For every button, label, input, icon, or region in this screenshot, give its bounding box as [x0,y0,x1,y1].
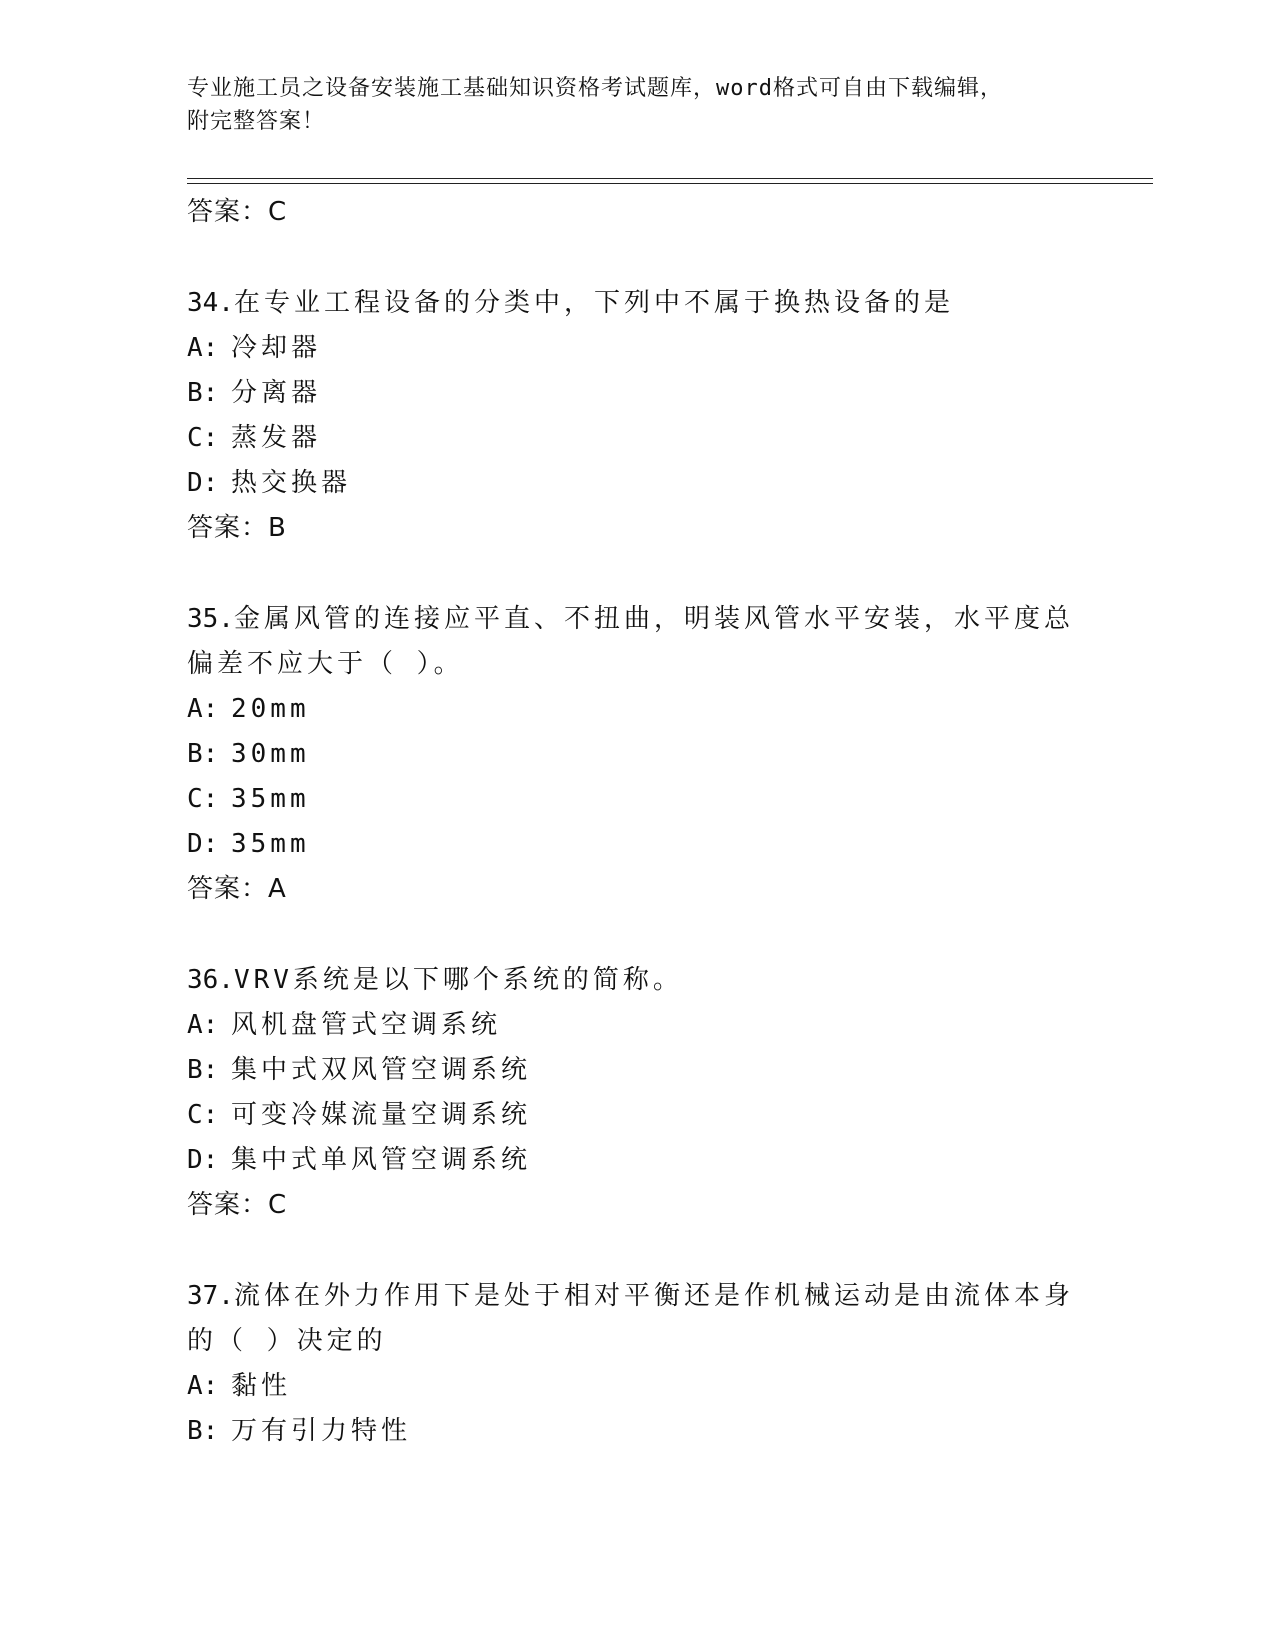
question-37 [187,1274,1087,1364]
option-b [187,1409,1087,1454]
question-text: VRV系统是以下哪个系统的简称。 [233,965,683,995]
option-key: C: [187,1100,219,1130]
option-a [187,326,1087,371]
question-35 [187,597,1087,687]
spacer [187,551,1087,597]
question-number: 36. [187,965,234,995]
option-text: 黏性 [231,1371,292,1401]
option-a [187,1003,1087,1048]
question-list [187,190,1087,1454]
option-text: 20mm [231,694,310,724]
option-d [187,822,1087,867]
answer-line: 答案：A [187,874,287,904]
answer-line: 答案：C [187,1190,288,1220]
option-key: D: [187,1145,219,1175]
option-c [187,1093,1087,1138]
option-text: 风机盘管式空调系统 [231,1010,502,1040]
header-line-1: 专业施工员之设备安装施工基础知识资格考试题库，word格式可自由下载编辑， [187,76,1003,101]
question-text: 在专业工程设备的分类中，下列中不属于换热设备的是 [233,288,954,318]
header-line-2: 附完整答案！ [187,109,326,134]
document-header [187,72,1087,138]
option-b [187,1048,1087,1093]
option-key: B: [187,1055,219,1085]
option-key: B: [187,378,219,408]
header-rule-top [187,178,1153,179]
option-key: C: [187,423,219,453]
option-key: B: [187,1416,219,1446]
answer-line: 答案：B [187,513,287,543]
option-key: C: [187,784,219,814]
option-text: 35mm [231,829,310,859]
spacer [187,1228,1087,1274]
option-key: B: [187,739,219,769]
question-number: 35. [187,604,234,634]
option-text: 冷却器 [231,333,322,363]
question-number: 34. [187,288,234,318]
question-number: 37. [187,1281,234,1311]
answer-line: 答案：C [187,197,288,227]
option-text: 集中式双风管空调系统 [231,1055,532,1085]
option-b [187,732,1087,777]
option-text: 热交换器 [231,468,352,498]
option-text: 蒸发器 [231,423,322,453]
option-key: D: [187,829,219,859]
option-b [187,371,1087,416]
option-text: 分离器 [231,378,322,408]
header-rule-bottom [187,183,1153,184]
option-d [187,1138,1087,1183]
option-text: 万有引力特性 [231,1416,412,1446]
question-34 [187,281,1087,326]
option-key: A: [187,694,219,724]
question-text: 金属风管的连接应平直、不扭曲，明装风管水平安装，水平度总偏差不应大于（ ）。 [187,604,1074,679]
option-text: 35mm [231,784,310,814]
option-key: D: [187,468,219,498]
question-text: 流体在外力作用下是处于相对平衡还是作机械运动是由流体本身的（ ）决定的 [187,1281,1074,1356]
option-c [187,777,1087,822]
option-text: 集中式单风管空调系统 [231,1145,532,1175]
option-c [187,416,1087,461]
option-key: A: [187,1010,219,1040]
option-text: 30mm [231,739,310,769]
option-key: A: [187,333,219,363]
option-a [187,687,1087,732]
option-a [187,1364,1087,1409]
option-key: A: [187,1371,219,1401]
option-d [187,461,1087,506]
option-text: 可变冷媒流量空调系统 [231,1100,532,1130]
question-36 [187,958,1087,1003]
spacer [187,235,1087,281]
spacer [187,912,1087,958]
